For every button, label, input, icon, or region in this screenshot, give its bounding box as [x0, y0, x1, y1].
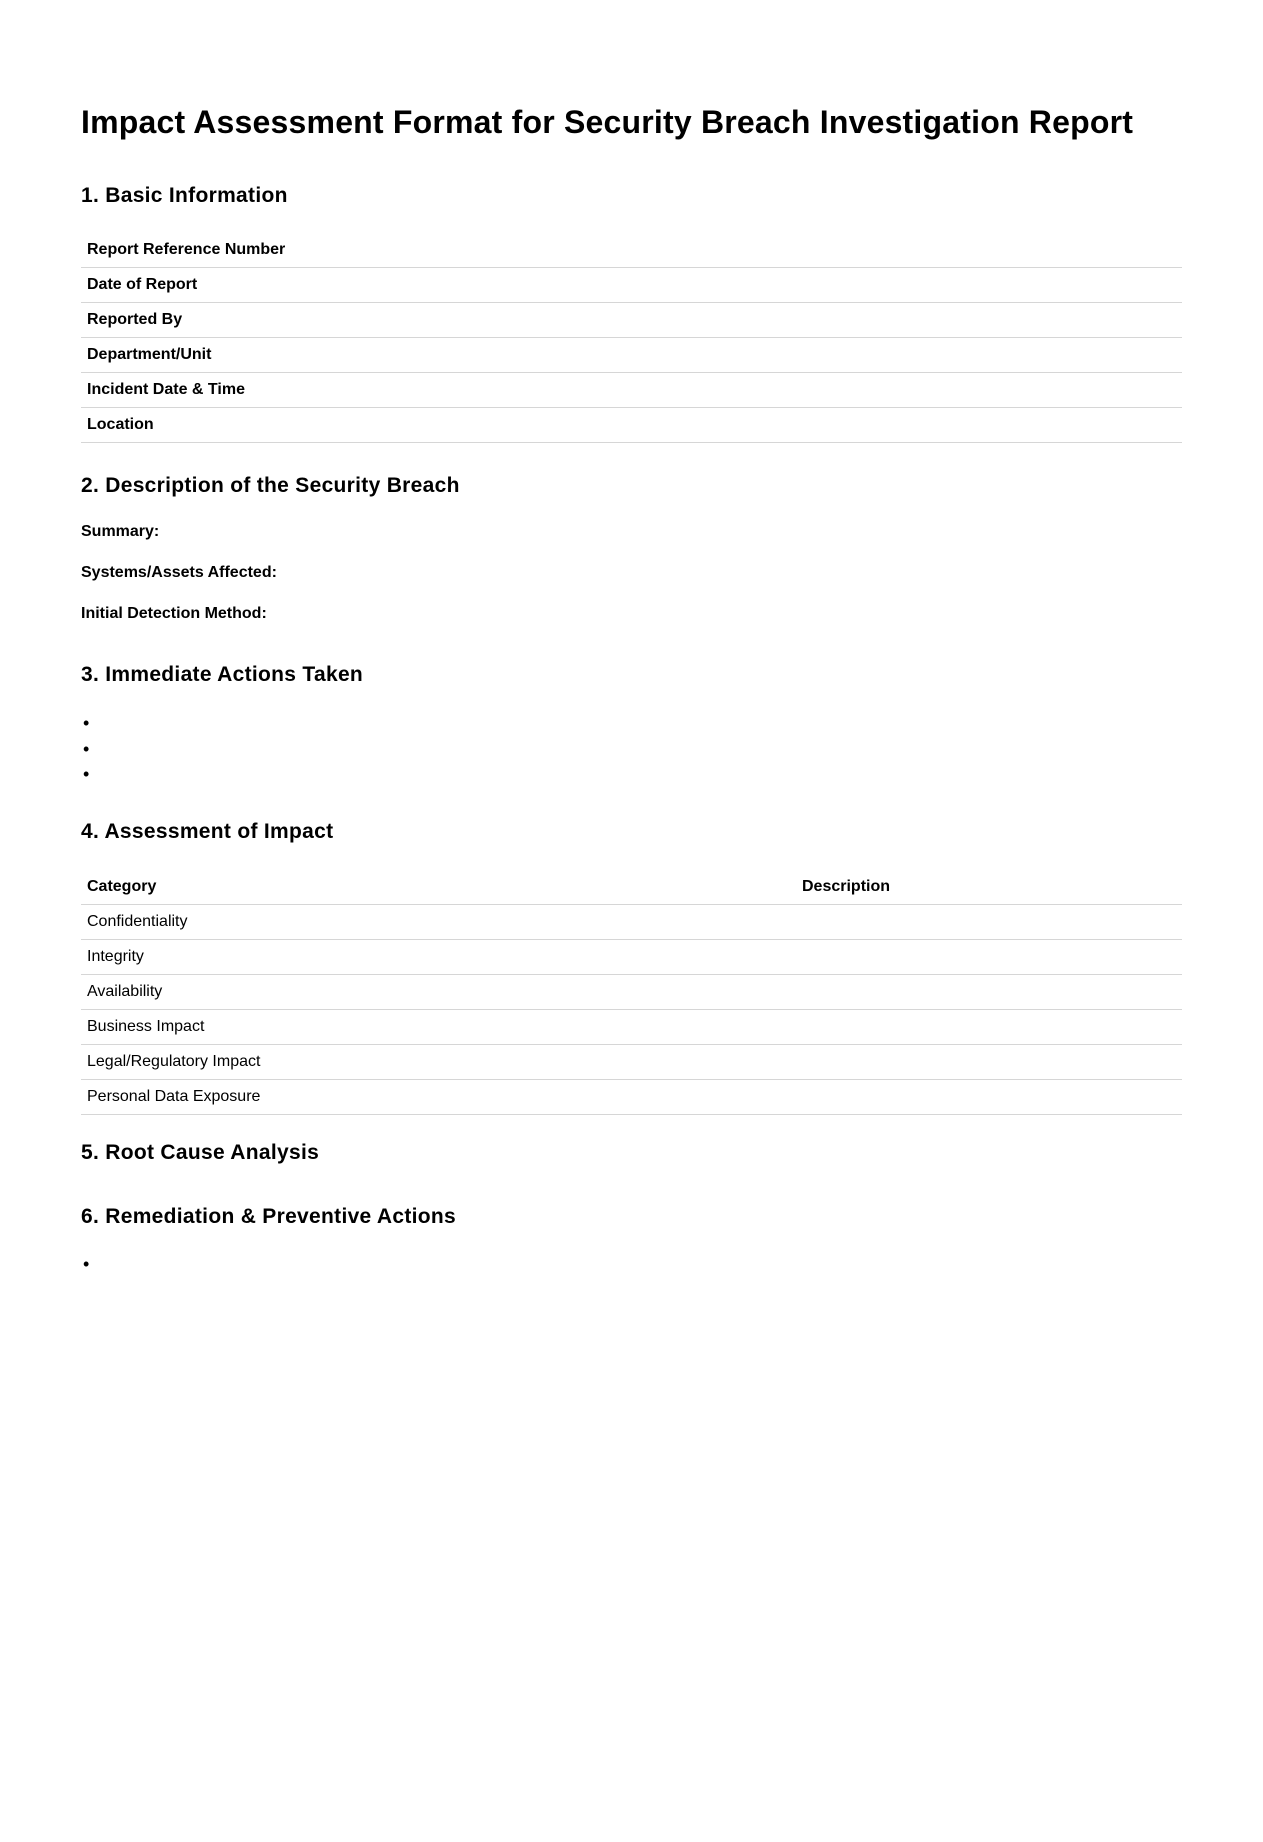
table-row — [81, 940, 1182, 975]
section-heading-basic-information: 1. Basic Information — [81, 184, 288, 207]
impact-description — [796, 1080, 1182, 1115]
section-heading-immediate-actions: 3. Immediate Actions Taken — [81, 663, 364, 686]
table-row — [81, 338, 1182, 373]
basic-information-table — [81, 233, 1182, 443]
list-item — [81, 711, 103, 737]
impact-assessment-table — [81, 870, 1182, 1115]
field-value — [393, 408, 1182, 443]
impact-category: Confidentiality — [81, 905, 796, 940]
field-value — [393, 303, 1182, 338]
field-value — [393, 338, 1182, 373]
table-row — [81, 233, 1182, 268]
impact-category: Personal Data Exposure — [81, 1080, 796, 1115]
summary-label: Summary: — [81, 523, 160, 540]
detection-method-label: Initial Detection Method: — [81, 605, 267, 622]
impact-category: Integrity — [81, 940, 796, 975]
list-item — [81, 737, 103, 763]
field-label: Incident Date & Time — [81, 373, 393, 408]
section-heading-breach-description: 2. Description of the Security Breach — [81, 474, 460, 497]
table-row — [81, 373, 1182, 408]
section-heading-impact-assessment: 4. Assessment of Impact — [81, 820, 334, 843]
impact-description — [796, 1045, 1182, 1080]
table-header-row — [81, 870, 1182, 905]
impact-category: Legal/Regulatory Impact — [81, 1045, 796, 1080]
impact-category: Business Impact — [81, 1010, 796, 1045]
table-row — [81, 408, 1182, 443]
field-label: Reported By — [81, 303, 393, 338]
field-label: Date of Report — [81, 268, 393, 303]
column-header-category: Category — [81, 870, 796, 905]
table-row — [81, 905, 1182, 940]
field-label: Location — [81, 408, 393, 443]
list-item — [81, 762, 103, 788]
field-value — [393, 268, 1182, 303]
impact-category: Availability — [81, 975, 796, 1010]
impact-description — [796, 975, 1182, 1010]
table-row — [81, 1010, 1182, 1045]
table-row — [81, 303, 1182, 338]
list-item — [81, 1252, 103, 1278]
table-row — [81, 268, 1182, 303]
field-value — [393, 373, 1182, 408]
field-label: Department/Unit — [81, 338, 393, 373]
systems-affected-label: Systems/Assets Affected: — [81, 564, 277, 581]
remediation-actions-list — [81, 1252, 103, 1278]
impact-description — [796, 1010, 1182, 1045]
field-label: Report Reference Number — [81, 233, 393, 268]
field-value — [393, 233, 1182, 268]
immediate-actions-list — [81, 711, 103, 788]
table-row — [81, 1080, 1182, 1115]
document-title: Impact Assessment Format for Security Breach Investigation Report — [81, 104, 1134, 140]
section-heading-remediation: 6. Remediation & Preventive Actions — [81, 1205, 456, 1228]
impact-description — [796, 905, 1182, 940]
table-row — [81, 1045, 1182, 1080]
section-heading-root-cause: 5. Root Cause Analysis — [81, 1141, 320, 1164]
impact-description — [796, 940, 1182, 975]
column-header-description: Description — [796, 870, 1182, 905]
table-row — [81, 975, 1182, 1010]
